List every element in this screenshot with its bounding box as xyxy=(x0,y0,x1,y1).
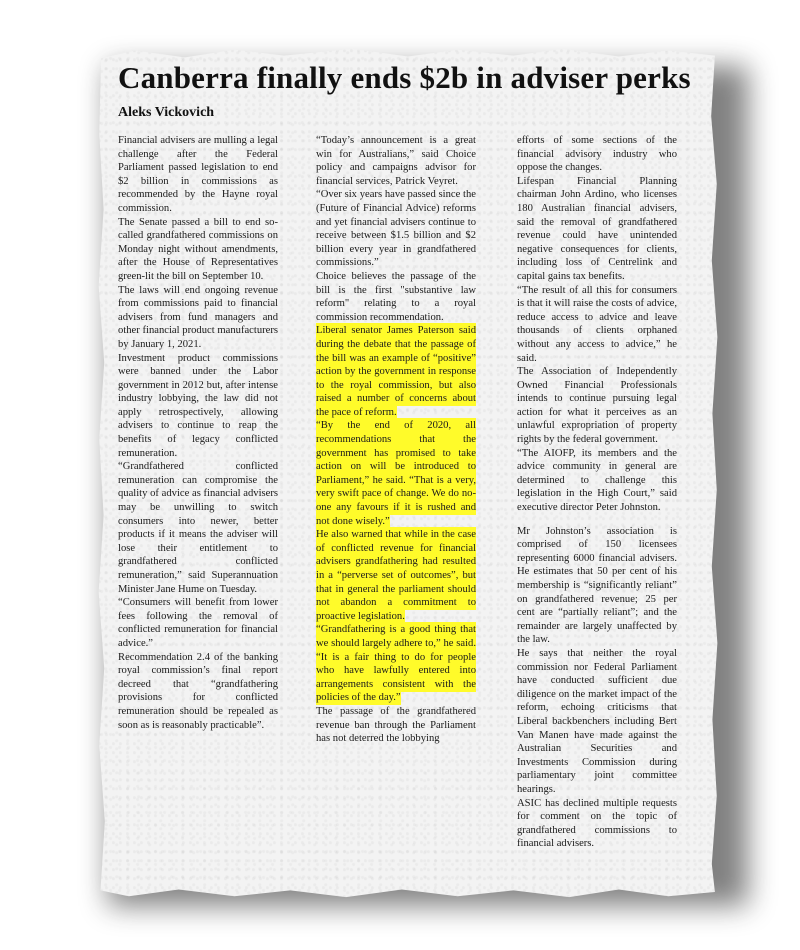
article-column-2 xyxy=(316,134,476,746)
article-column-1 xyxy=(118,134,278,732)
paragraph: Recommendation 2.4 of the banking royal commission’s final report decreed that “grandfathering provisions for conflicted remuneration should be repealed as soon as is reasonably practicable”. xyxy=(118,651,278,731)
highlighted-text: “By the end of 2020, all recommendations that the government has promised to take action on will be introduced to Parliament,” he said. “That is a very, very swift pace of change. We do no-one any favours if it is rushed and not done wisely.” xyxy=(316,420,476,527)
paragraph: “The result of all this for consumers is that it will raise the costs of advice, reduce access to advice and leave thousands of clients orphaned without any access to advice,” he said. xyxy=(517,284,677,364)
highlighted-text: He also warned that while in the case of conflicted revenue for financial advisers grandfathering had resulted in a “perverse set of outcomes”, but that in general the parliament should not abandon a commitment to proactive legislation. xyxy=(316,529,476,622)
paragraph: “The AIOFP, its members and the advice community in general are determined to challenge this legislation in the High Court,” said executive director Peter Johnston. xyxy=(517,447,677,514)
paragraph: Choice believes the passage of the bill is the first "substantive law reform" relating to a royal commission recommendation. xyxy=(316,270,476,323)
paragraph: The Association of Independently Owned Financial Professionals intends to continue pursuing legal action for what it perceives as an unlawful expropriation of property rights by the federal government. xyxy=(517,366,677,446)
highlighted-paragraph xyxy=(316,528,476,623)
article-column-3 xyxy=(517,134,677,851)
headline: Canberra finally ends $2b in adviser perks xyxy=(118,60,691,95)
paragraph: The laws will end ongoing revenue from commissions paid to financial advisers from fund managers and other financial product manufacturers by January 1, 2021. xyxy=(118,284,278,350)
paragraph: “Consumers will benefit from lower fees following the removal of conflicted remuneration for financial advice.” xyxy=(118,597,278,649)
paragraph: “Today’s announcement is a great win for Australians,” said Choice policy and campaigns advisor for financial services, Patrick Veyret. xyxy=(316,135,476,187)
paragraph: The passage of the grandfathered revenue ban through the Parliament has not deterred the lobbying xyxy=(316,705,476,745)
highlighted-paragraph xyxy=(316,623,476,705)
paragraph: He says that neither the royal commission nor Federal Parliament have conducted sufficient due diligence on the market impact of the reform, echoing criticisms that Liberal backbenchers including Bert Van Manen have made against the Australian Securities and Investments Commission during parliamentary joint committee hearings. xyxy=(517,647,677,795)
paragraph: Mr Johnston’s association is comprised of 150 licensees representing 6000 financial advisers. He estimates that 50 per cent of his membership is “significantly reliant” on grandfathered revenue; 25 per cent are “partially reliant”; and the remainder are largely unaffected by the law. xyxy=(517,525,677,646)
paragraph: efforts of some sections of the financial advisory industry who oppose the changes. xyxy=(517,135,677,174)
highlighted-paragraph xyxy=(316,324,476,419)
paragraph: “Over six years have passed since the (Future of Financial Advice) reforms and yet financial advisers continue to receive between $1.5 billion and $2 billion every year in grandfathered commissions.” xyxy=(316,189,476,269)
paragraph: Financial advisers are mulling a legal challenge after the Federal Parliament passed legislation to end $2 billion in commissions as recommended by the Hayne royal commission. xyxy=(118,135,278,214)
paragraph: Lifespan Financial Planning chairman John Ardino, who licenses 180 Australian financial advisers, said the removal of grandfathered revenue could have unintended negative consequences for clients, including loss of Centrelink and capital gains tax benefits. xyxy=(517,175,677,282)
highlighted-text: “Grandfathering is a good thing that we should largely adhere to,” he said. “It is a fair thing to do for people who have lawfully entered into arrangements consistent with the policies of the day.” xyxy=(316,624,476,704)
highlighted-paragraph xyxy=(316,419,476,528)
highlighted-text: Liberal senator James Paterson said during the debate that the passage of the bill was an example of “positive” action by the government in response to the royal commission, but also raised a number of concerns about the pace of reform. xyxy=(316,325,476,418)
paragraph: ASIC has declined multiple requests for comment on the topic of grandfathered commissions to financial advisers. xyxy=(517,797,677,850)
paragraph: Investment product commissions were banned under the Labor government in 2012 but, after intense industry lobbying, the law did not apply retrospectively, allowing advisers to continue to reap the benefits of legacy conflicted remuneration. xyxy=(118,352,278,459)
paragraph: “Grandfathered conflicted remuneration can compromise the quality of advice as financial advisers may be unwilling to switch consumers into newer, better products if it means the adviser will lose their entitlement to grandfathered conflicted remuneration,” said Superannuation Minister Jane Hume on Tuesday. xyxy=(118,461,278,595)
paragraph: The Senate passed a bill to end so-called grandfathered commissions on Monday night without amendments, after the House of Representatives green-lit the bill on September 10. xyxy=(118,216,278,282)
byline: Aleks Vickovich xyxy=(118,105,215,120)
